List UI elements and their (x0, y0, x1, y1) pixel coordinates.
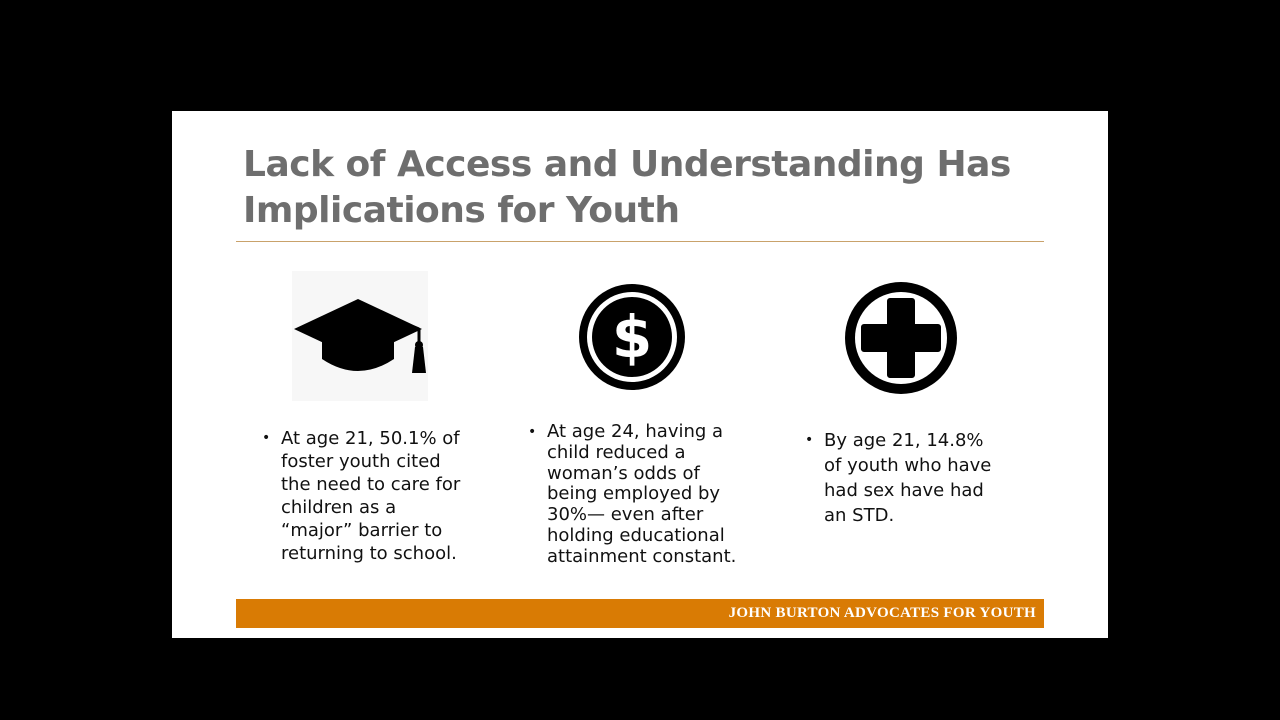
graduation-cap-icon (292, 271, 428, 401)
footer-bar (236, 599, 1044, 628)
bullet-item-employment: • At age 24, having a child reduced a woman’s odds of being employed by 30%— even after holding educational attainment constant. (528, 422, 748, 568)
title-divider (236, 241, 1044, 242)
svg-text:$: $ (611, 303, 653, 371)
bullet-list-health (805, 428, 1005, 528)
bullet-item-health: • By age 21, 14.8% of youth who have had sex have had an STD. (805, 428, 1005, 528)
slide-title: Lack of Access and Understanding Has Implications for Youth (243, 144, 1011, 231)
bullet-item-education: • At age 21, 50.1% of foster youth cited the need to care for children as a “major” barrier to returning to school. (262, 427, 462, 565)
slide (172, 111, 1108, 638)
dollar-circle-icon (576, 281, 688, 393)
plus-circle-icon (842, 279, 960, 397)
bullet-list-employment (528, 422, 748, 568)
footer-organization-name: JOHN BURTON ADVOCATES FOR YOUTH (728, 605, 1036, 621)
bullet-list-education (262, 427, 462, 565)
